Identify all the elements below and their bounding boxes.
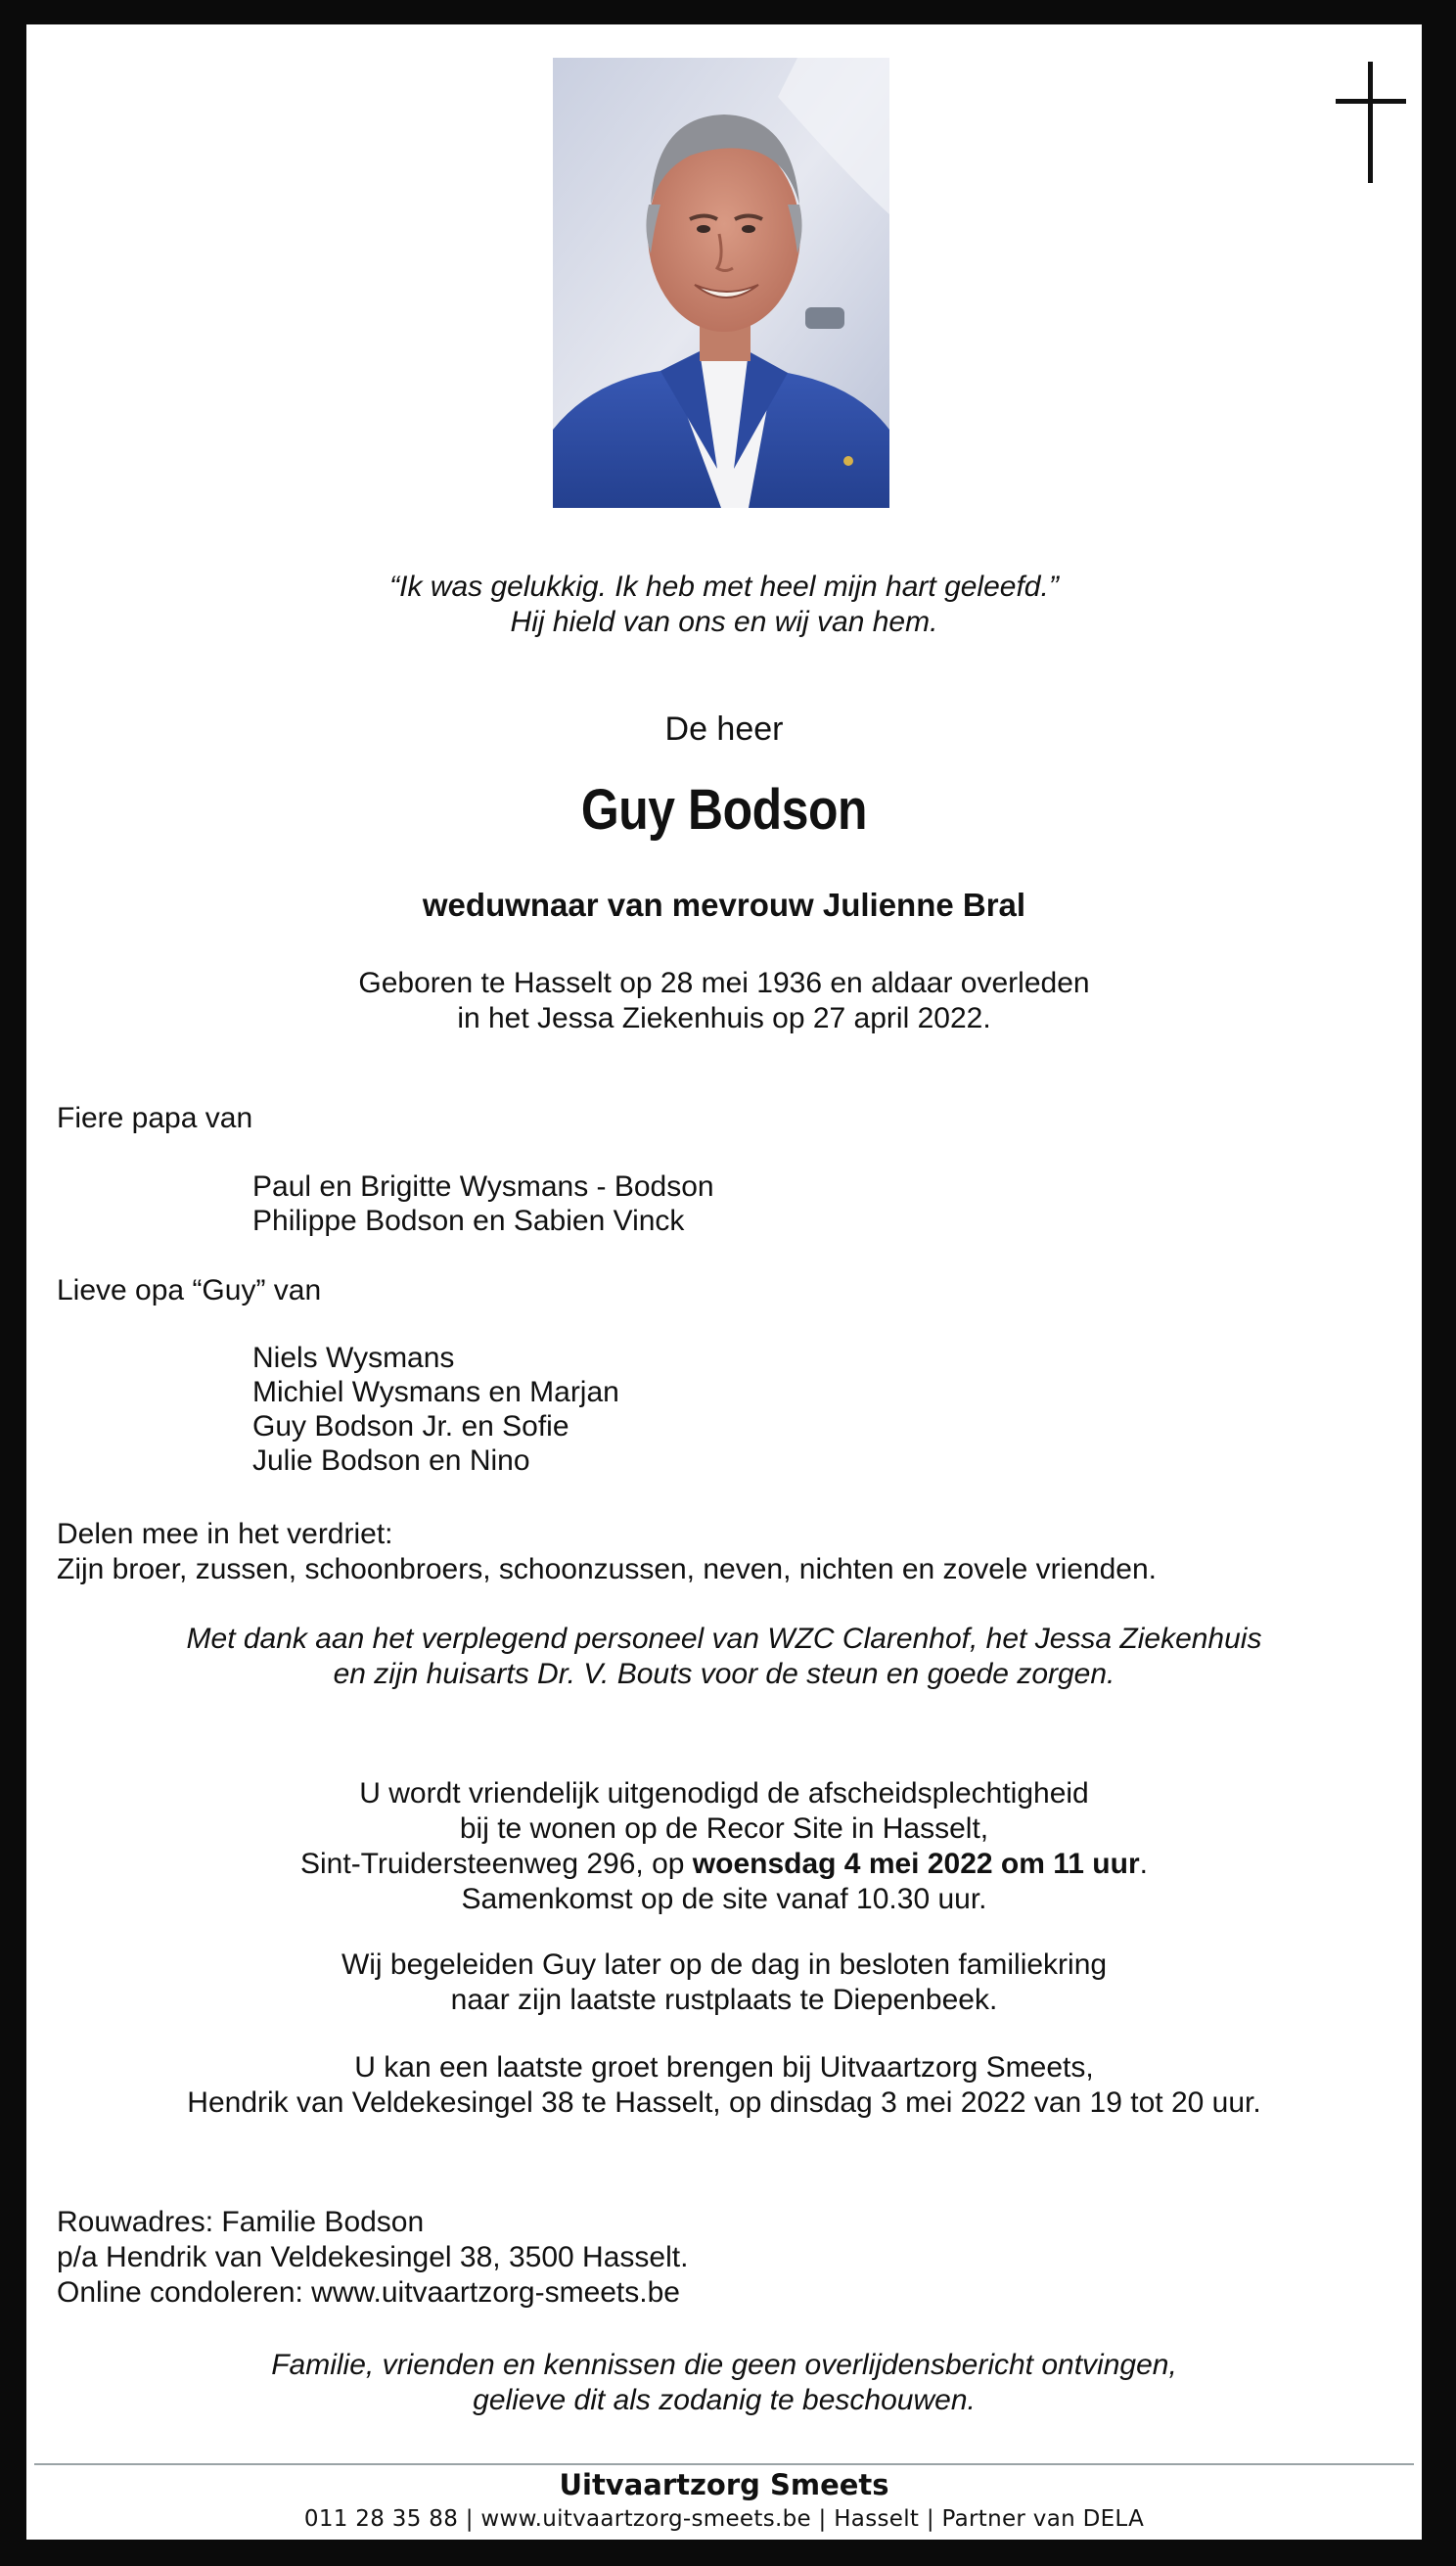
thanks-note	[26, 1622, 1422, 1692]
funeral-company-name: Uitvaartzorg Smeets	[559, 2468, 889, 2501]
child-item: Paul en Brigitte Wysmans - Bodson	[252, 1170, 714, 1203]
funeral-company-info: 011 28 35 88 | www.uitvaartzorg-smeets.be | Hasselt | Partner van DELA	[303, 2506, 1145, 2532]
title-prefix: De heer	[664, 710, 784, 748]
deceased-name-wrap	[26, 778, 1422, 843]
portrait-illustration	[553, 58, 889, 508]
grandchild-item: Guy Bodson Jr. en Sofie	[252, 1410, 569, 1443]
thanks-line-1: Met dank aan het verplegend personeel van WZC Clarenhof, het Jessa Ziekenhuis	[186, 1623, 1262, 1655]
opa-label: Lieve opa “Guy” van	[57, 1274, 322, 1306]
ceremony-datetime: woensdag 4 mei 2022 om 11 uur	[692, 1848, 1140, 1880]
cross-icon	[1336, 62, 1406, 183]
papa-label: Fiere papa van	[57, 1102, 253, 1134]
ceremony-line-1: U wordt vriendelijk uitgenodigd de afscheidsplechtigheid	[359, 1777, 1089, 1810]
grief-section	[57, 1517, 1157, 1587]
mourning-address	[57, 2205, 688, 2311]
notice-line-2: gelieve dit als zodanig te beschouwen.	[473, 2384, 976, 2416]
ceremony-line-3	[26, 1847, 1422, 1882]
ceremony-line-4: Samenkomst op de site vanaf 10.30 uur.	[461, 1883, 987, 1915]
visitation-info	[26, 2050, 1422, 2121]
burial-line-1: Wij begeleiden Guy later op de dag in besloten familiekring	[341, 1948, 1108, 1981]
grandchild-item: Julie Bodson en Nino	[252, 1444, 530, 1477]
notice-text	[26, 2348, 1422, 2418]
address-line-1: Rouwadres: Familie Bodson	[57, 2206, 425, 2238]
ceremony-line-2: bij te wonen op de Recor Site in Hasselt,	[459, 1812, 989, 1845]
quote-line-1: “Ik was gelukkig. Ik heb met heel mijn hart geleefd.”	[389, 571, 1059, 603]
quote-line-2: Hij hield van ons en wij van hem.	[510, 606, 938, 638]
grief-label: Delen mee in het verdriet:	[57, 1518, 393, 1550]
memorial-quote	[26, 570, 1422, 640]
visitation-line-2: Hendrik van Veldekesingel 38 te Hasselt, op dinsdag 3 mei 2022 van 19 tot 20 uur.	[187, 2086, 1261, 2119]
grief-text: Zijn broer, zussen, schoonbroers, schoonzussen, neven, nichten en zovele vrienden.	[57, 1553, 1158, 1585]
obituary-card	[26, 24, 1422, 2540]
widower-subtitle: weduwnaar van mevrouw Julienne Bral	[422, 887, 1026, 923]
ceremony-address: Sint-Truidersteenweg 296, op	[300, 1848, 693, 1880]
visitation-line-1: U kan een laatste groet brengen bij Uitvaartzorg Smeets,	[354, 2051, 1094, 2084]
ceremony-invitation	[26, 1776, 1422, 1917]
child-item: Philippe Bodson en Sabien Vinck	[252, 1205, 685, 1237]
address-line-2: p/a Hendrik van Veldekesingel 38, 3500 Hasselt.	[57, 2241, 689, 2273]
grandchildren-list	[252, 1341, 619, 1478]
condolence-link: Online condoleren: www.uitvaartzorg-smeets.be	[57, 2276, 680, 2309]
children-list	[252, 1169, 714, 1238]
burial-line-2: naar zijn laatste rustplaats te Diepenbeek.	[450, 1984, 998, 2016]
portrait-photo	[553, 58, 889, 508]
birth-death-info	[26, 966, 1422, 1036]
birth-line-1: Geboren te Hasselt op 28 mei 1936 en aldaar overleden	[358, 967, 1090, 999]
ceremony-period: .	[1139, 1848, 1148, 1880]
grandchild-item: Niels Wysmans	[252, 1342, 455, 1374]
birth-line-2: in het Jessa Ziekenhuis op 27 april 2022.	[457, 1002, 991, 1034]
notice-line-1: Familie, vrienden en kennissen die geen overlijdensbericht ontvingen,	[271, 2349, 1177, 2381]
burial-info	[26, 1947, 1422, 2018]
thanks-line-2: en zijn huisarts Dr. V. Bouts voor de steun en goede zorgen.	[333, 1658, 1115, 1690]
grandchild-item: Michiel Wysmans en Marjan	[252, 1376, 619, 1408]
deceased-name: Guy Bodson	[580, 778, 868, 842]
